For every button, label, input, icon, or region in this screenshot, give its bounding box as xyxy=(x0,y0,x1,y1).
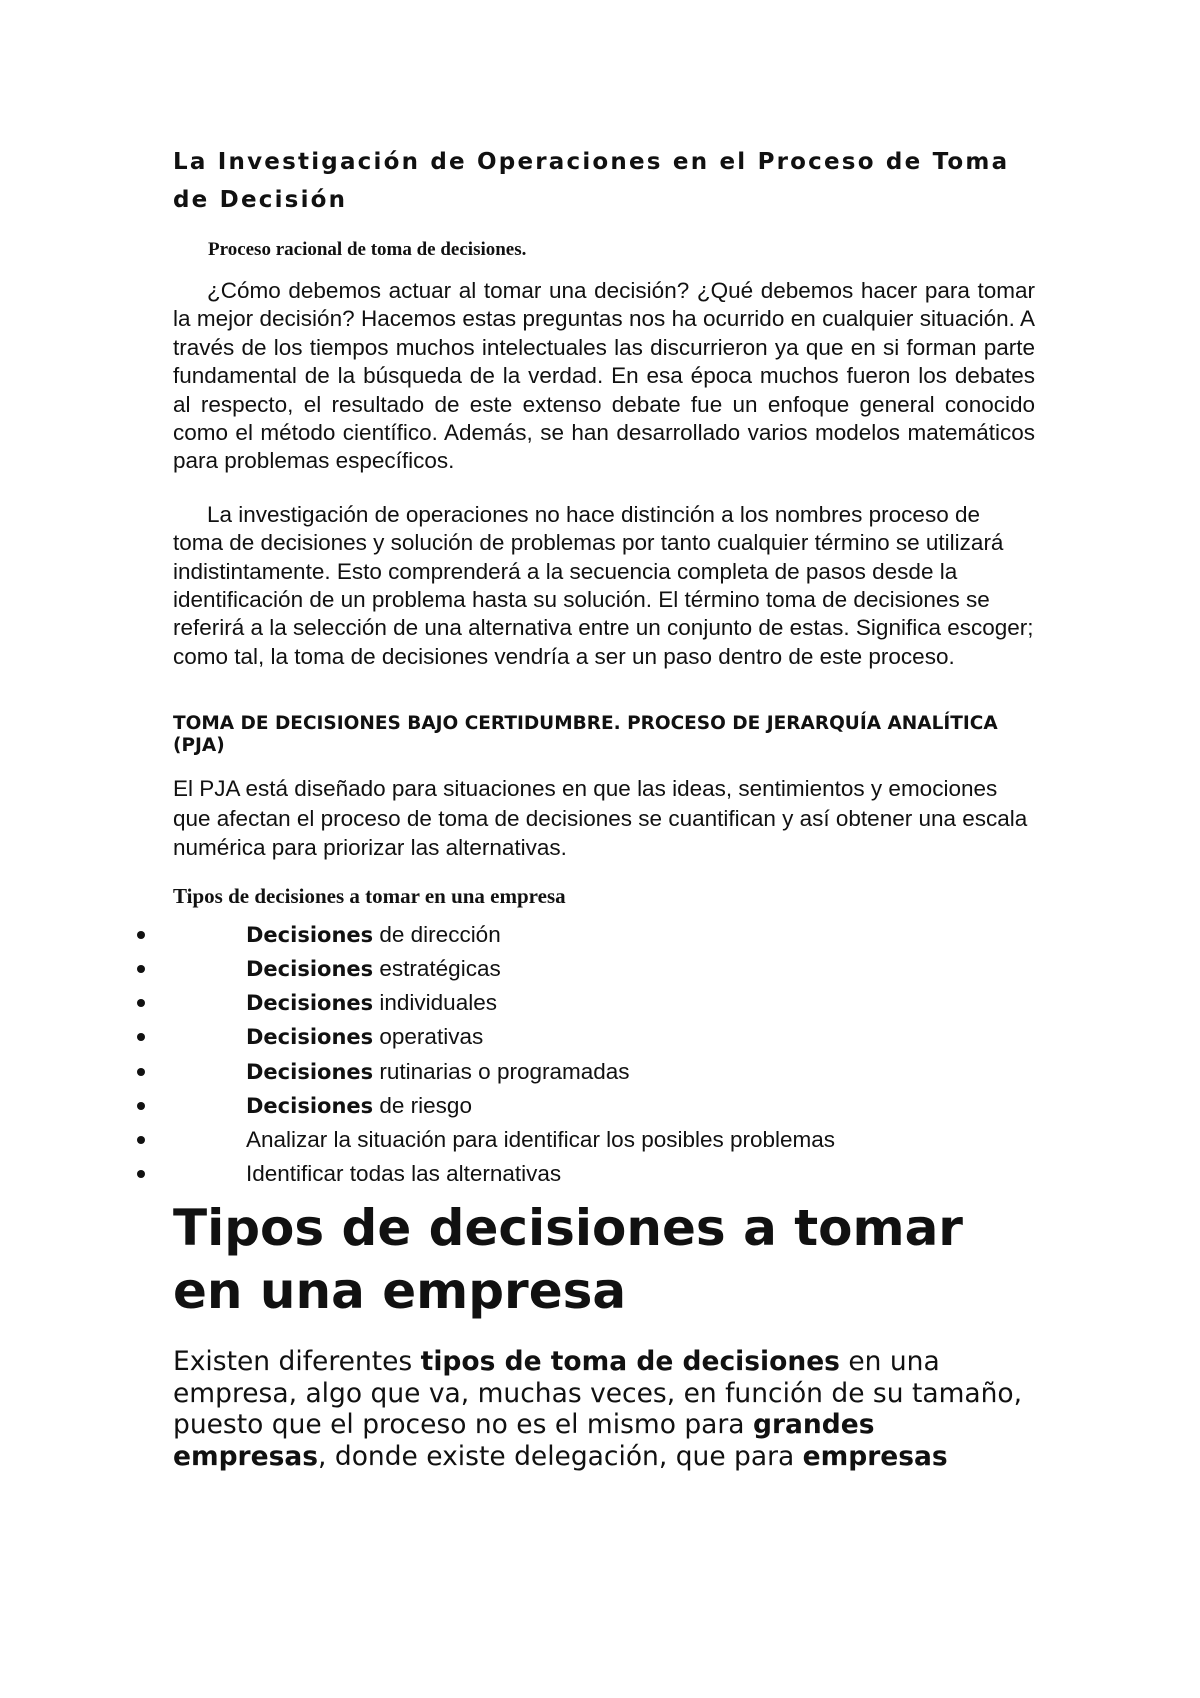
list-item-bold: Decisiones xyxy=(246,1025,374,1050)
list-item xyxy=(173,952,1035,986)
intro-bold: empresas xyxy=(802,1440,948,1472)
decision-types-list xyxy=(173,918,1035,1192)
bullet-icon xyxy=(137,1170,145,1178)
list-item xyxy=(173,986,1035,1020)
list-item xyxy=(173,1157,1035,1191)
list-item-bold: Decisiones xyxy=(246,922,374,947)
list-item xyxy=(173,1020,1035,1054)
section-heading-pja: TOMA DE DECISIONES BAJO CERTIDUMBRE. PROCESO DE JERARQUÍA ANALÍTICA (PJA) xyxy=(173,713,998,757)
big-heading: Tipos de decisiones a tomar en una empresa xyxy=(173,1199,963,1321)
list-item-text: estratégicas xyxy=(373,955,501,981)
paragraph-1: ¿Cómo debemos actuar al tomar una decisión? ¿Qué debemos hacer para tomar la mejor decisión? Hacemos estas preguntas nos ha ocurrido en cualquier situación. A través de los tiempos muchos intelectuales las discurrieron ya que en si forman parte fundamental de la búsqueda de la verdad. En esa época muchos fueron los debates al respecto, el resultado de este extenso debate fue un enfoque general conocido como el método científico. Además, se han desarrollado varios modelos matemáticos para problemas específicos. xyxy=(173,278,1035,474)
list-item-text: Identificar todas las alternativas xyxy=(246,1161,562,1187)
list-item-text: de riesgo xyxy=(373,1092,472,1118)
intro-text: en una empresa, algo que va, muchas veces, en función de su tamaño, puesto que el proceso no es el mismo para xyxy=(173,1346,1023,1441)
intro-bold: tipos de toma de decisiones xyxy=(420,1346,840,1378)
list-item xyxy=(173,918,1035,952)
bullet-icon xyxy=(137,1033,145,1041)
document-title: La Investigación de Operaciones en el Proceso de Toma de Decisión xyxy=(173,149,1010,213)
list-item-text: Analizar la situación para identificar los posibles problemas xyxy=(246,1126,836,1152)
list-item xyxy=(173,1055,1035,1089)
list-item-bold: Decisiones xyxy=(246,1093,374,1118)
bullet-icon xyxy=(137,965,145,973)
bullet-icon xyxy=(137,1068,145,1076)
list-item-bold: Decisiones xyxy=(246,956,374,981)
list-item-text: operativas xyxy=(373,1024,484,1050)
intro-bold: grandes empresas xyxy=(173,1409,875,1472)
paragraph-3: El PJA está diseñado para situaciones en que las ideas, sentimientos y emociones que afectan el proceso de toma de decisiones se cuantifican y así obtener una escala numérica para priorizar las alternativas. xyxy=(173,776,1028,861)
list-item-text: de dirección xyxy=(373,921,501,947)
list-item xyxy=(173,1089,1035,1123)
paragraph-2: La investigación de operaciones no hace distinción a los nombres proceso de toma de decisiones y solución de problemas por tanto cualquier término se utilizará indistintamente. Esto comprenderá a la secuencia completa de pasos desde la identificación de un problema hasta su solución. El término toma de decisiones se referirá a la selección de una alternativa entre un conjunto de estas. Significa escoger; como tal, la toma de decisiones vendría a ser un paso dentro de este proceso. xyxy=(173,501,1034,669)
bullet-icon xyxy=(137,999,145,1007)
list-item-text: rutinarias o programadas xyxy=(373,1058,630,1084)
bullet-icon xyxy=(137,1136,145,1144)
list-item-text: individuales xyxy=(373,990,497,1016)
intro-text: Existen diferentes xyxy=(173,1346,421,1378)
list-item-bold: Decisiones xyxy=(246,991,374,1016)
document-subtitle: Proceso racional de toma de decisiones. xyxy=(208,239,527,260)
list-item xyxy=(173,1123,1035,1157)
document-body xyxy=(173,143,1035,1472)
intro-text: , donde existe delegación, que para xyxy=(318,1440,803,1472)
bullet-icon xyxy=(137,1102,145,1110)
list-heading: Tipos de decisiones a tomar en una empresa xyxy=(173,883,566,908)
bullet-icon xyxy=(137,931,145,939)
intro-paragraph xyxy=(173,1346,1035,1472)
list-item-bold: Decisiones xyxy=(246,1059,374,1084)
